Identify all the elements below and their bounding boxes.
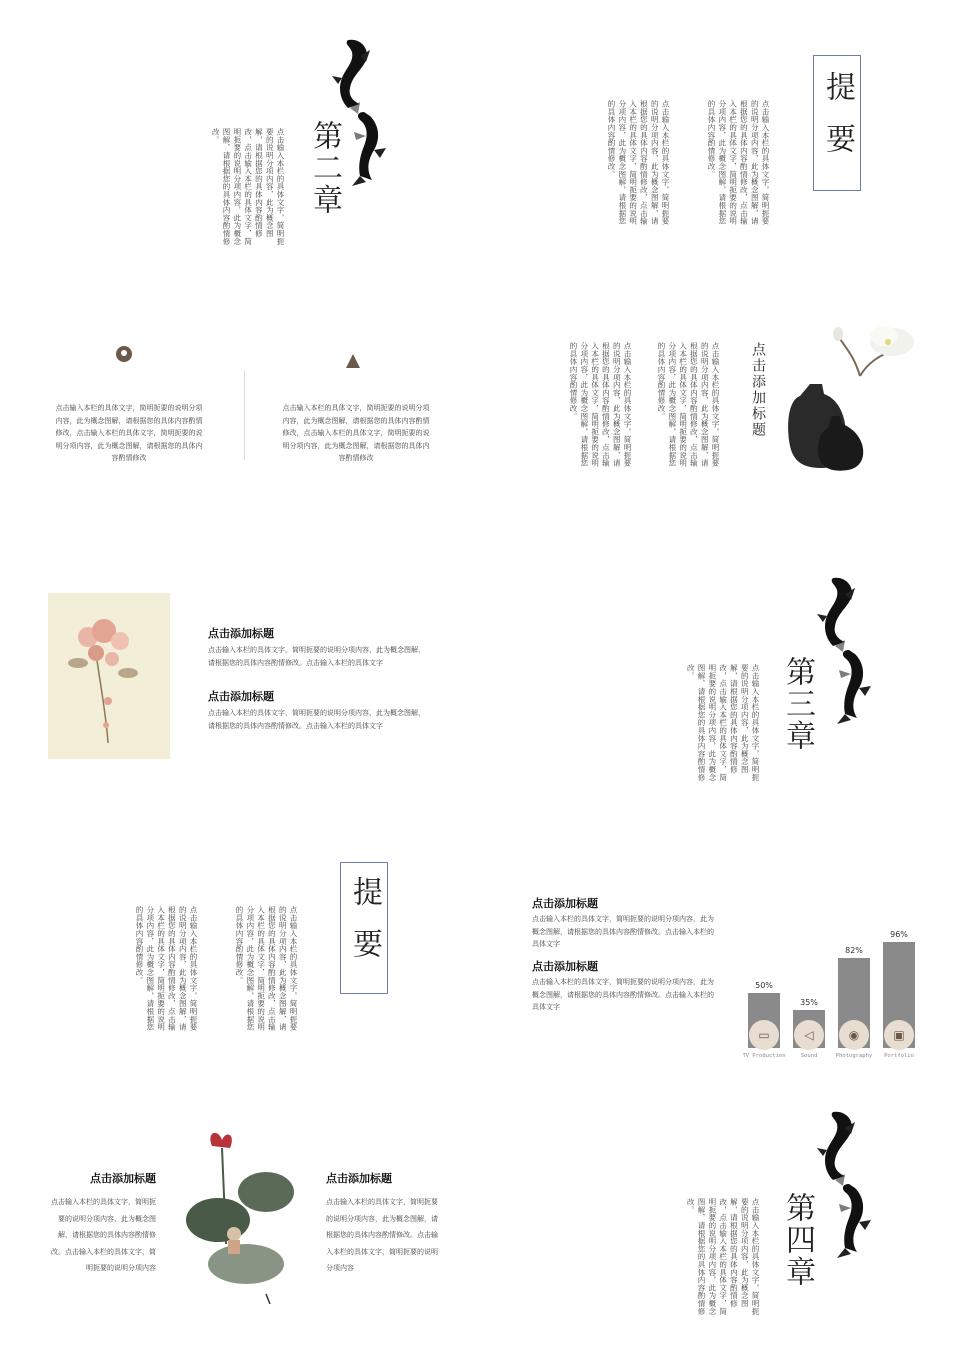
summary-title-box: 提要 (813, 55, 861, 191)
lightbulb-core (121, 350, 127, 356)
slide-summary (480, 0, 960, 270)
slide-flower (0, 540, 480, 810)
flower-item-1-title: 点击添加标题 (208, 627, 274, 640)
bar-chart (742, 898, 928, 1064)
lotus-illustration (182, 1124, 306, 1308)
chart-item-2-title: 点击添加标题 (532, 960, 598, 973)
camera-icon: ◉ (839, 1020, 869, 1050)
slide-chapter-2 (0, 0, 480, 270)
tv-icon: ▭ (749, 1020, 779, 1050)
chart-value-label: 82% (845, 945, 863, 955)
chart-value-label: 35% (800, 997, 818, 1007)
chapter-body-text: 点击输入本栏的具体文字，简明扼要的说明分项内容，此为概念图解，请根据您的具体内容酌情修改，点击输入本栏的具体文字，简明扼要的说明分项内容，此为概念图解，请根据您的具体内容酌情修改。 (686, 1198, 760, 1315)
column-divider (244, 370, 245, 460)
slide-vase (480, 270, 960, 540)
chart-category-label: TV Production (742, 1053, 786, 1059)
koi-fish-illustration (815, 1108, 875, 1258)
vase-column-1: 点击输入本栏的具体文字，简明扼要的说明分项内容，此为概念图解，请根据您的具体内容酌情修改，点击输入本栏的具体文字，简明扼要的说明分项内容，此为概念图解，请根据您的具体内容酌情修改。 (569, 342, 632, 467)
summary-column-1: 点击输入本栏的具体文字，简明扼要的说明分项内容，此为概念图解，请根据您的具体内容酌情修改，点击输入本栏的具体文字，简明扼要的说明分项内容，此为概念图解，请根据您的具体内容酌情修改。 (607, 100, 670, 225)
picture-icon: ▣ (884, 1020, 914, 1050)
chart-item-1-title: 点击添加标题 (532, 897, 598, 910)
lotus-right-title: 点击添加标题 (326, 1172, 392, 1185)
slide-summary-2 (0, 810, 480, 1080)
left-column-text: 点击输入本栏的具体文字，简明扼要的说明分项内容，此为概念图解，请根据您的具体内容酌情修改，点击输入本栏的具体文字，简明扼要的说明分项内容，此为概念图解，请根据您的具体内容酌情修改 (55, 404, 203, 462)
chapter-title: 第三章 (780, 656, 815, 752)
chapter-body-text: 点击输入本栏的具体文字，简明扼要的说明分项内容，此为概念图解，请根据您的具体内容酌情修改，点击输入本栏的具体文字，简明扼要的说明分项内容，此为概念图解，请根据您的具体内容酌情修改。 (686, 664, 760, 781)
right-column-text: 点击输入本栏的具体文字，简明扼要的说明分项内容，此为概念图解，请根据您的具体内容酌情修改，点击输入本栏的具体文字，简明扼要的说明分项内容，此为概念图解，请根据您的具体内容酌情修改 (282, 404, 430, 462)
vase-title: 点击添加标题 (750, 342, 766, 438)
flower-painting (48, 593, 170, 759)
chart-category-label: Photography (835, 1053, 873, 1059)
slide-bar-chart (480, 810, 960, 1080)
summary-title-box: 提要 (340, 862, 388, 994)
lotus-left-title: 点击添加标题 (90, 1172, 156, 1185)
flower-item-2-title: 点击添加标题 (208, 690, 274, 703)
lotus-right-body: 点击输入本栏的具体文字，简明扼要的说明分项内容，此为概念图解，请根据您的具体内容酌情修改。点击输入本栏的具体文字，简明扼要的说明分项内容 (326, 1198, 438, 1272)
chapter-title: 第二章 (307, 120, 342, 216)
chart-category-label: Portfolio (884, 1053, 914, 1059)
vase-column-2: 点击输入本栏的具体文字，简明扼要的说明分项内容，此为概念图解，请根据您的具体内容酌情修改，点击输入本栏的具体文字，简明扼要的说明分项内容，此为概念图解，请根据您的具体内容酌情修改。 (657, 342, 720, 467)
megaphone-icon: ◁ (794, 1020, 824, 1050)
summary-column-2: 点击输入本栏的具体文字，简明扼要的说明分项内容，此为概念图解，请根据您的具体内容酌情修改，点击输入本栏的具体文字，简明扼要的说明分项内容，此为概念图解，请根据您的具体内容酌情修改。 (707, 100, 770, 225)
koi-fish-illustration (330, 36, 390, 186)
chart-value-label: 50% (755, 981, 773, 990)
chapter-body-text: 点击输入本栏的具体文字，简明扼要的说明分项内容，此为概念图解，请根据您的具体内容酌情修改，点击输入本栏的具体文字，简明扼要的说明分项内容，此为概念图解，请根据您的具体内容酌情修改。 (211, 128, 285, 245)
summary-column-1: 点击输入本栏的具体文字，简明扼要的说明分项内容，此为概念图解，请根据您的具体内容酌情修改，点击输入本栏的具体文字，简明扼要的说明分项内容，此为概念图解，请根据您的具体内容酌情修改。 (135, 906, 198, 1031)
koi-fish-illustration (815, 574, 875, 724)
chart-category-label: Sound (800, 1053, 818, 1059)
flower-item-2-body: 点击输入本栏的具体文字，简明扼要的说明分项内容，此为概念图解，请根据您的具体内容酌情修改。点击输入本栏的具体文字 (208, 709, 425, 730)
chart-item-2-body: 点击输入本栏的具体文字，简明扼要的说明分项内容，此为概念图解，请根据您的具体内容酌情修改。点击输入本栏的具体文字 (532, 978, 714, 1011)
flower-illustration (48, 593, 170, 759)
chart-value-label: 96% (890, 930, 908, 940)
chart-item-1-body: 点击输入本栏的具体文字，简明扼要的说明分项内容，此为概念图解，请根据您的具体内容酌情修改。点击输入本栏的具体文字 (532, 915, 714, 948)
flower-item-1-body: 点击输入本栏的具体文字，简明扼要的说明分项内容，此为概念图解，请根据您的具体内容酌情修改。点击输入本栏的具体文字 (208, 646, 425, 667)
slide-chapter-4 (480, 1080, 960, 1350)
slide-chapter-3 (480, 540, 960, 810)
lotus-left-body: 点击输入本栏的具体文字，简明扼要的说明分项内容，此为概念图解，请根据您的具体内容酌情修改。点击输入本栏的具体文字，简明扼要的说明分项内容 (51, 1198, 156, 1272)
summary-column-2: 点击输入本栏的具体文字，简明扼要的说明分项内容，此为概念图解，请根据您的具体内容酌情修改，点击输入本栏的具体文字，简明扼要的说明分项内容，此为概念图解，请根据您的具体内容酌情修改。 (235, 906, 298, 1031)
slide-lotus (0, 1080, 480, 1350)
slide-icon-columns (0, 270, 480, 540)
chapter-title: 第四章 (780, 1192, 815, 1288)
pen-icon (346, 354, 360, 368)
vase-illustration (780, 316, 920, 476)
